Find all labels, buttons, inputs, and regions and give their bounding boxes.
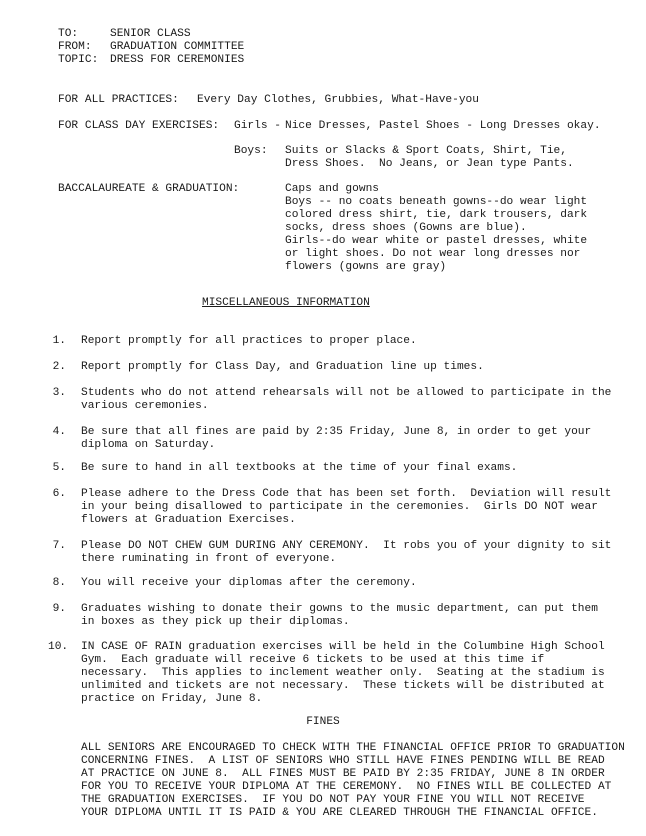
list-item-text: [81, 462, 601, 475]
list-item-number: 10.: [48, 641, 69, 653]
list-item-line: practice on Friday, June 8.: [81, 693, 263, 705]
list-item-number: 9.: [52, 603, 66, 615]
graduation-line: socks, dress shoes (Gowns are blue).: [285, 222, 527, 234]
list-item-number: 4.: [52, 426, 66, 438]
class-day-boys-label: Boys:: [234, 145, 268, 157]
memo-to-row: [58, 28, 191, 41]
graduation-label: BACCALAUREATE & GRADUATION:: [58, 183, 240, 195]
list-item-number: 3.: [52, 387, 66, 399]
list-item-text: [81, 335, 601, 348]
list-item-line: in your being disallowed to participate in the ceremonies. Girls DO NOT wear: [81, 501, 598, 513]
list-item-number: 1.: [52, 335, 66, 347]
list-item-line: Report promptly for Class Day, and Graduation line up times.: [81, 361, 484, 373]
list-item-text: [81, 540, 612, 566]
memo-topic-value: DRESS FOR CEREMONIES: [110, 54, 245, 66]
list-item-line: You will receive your diplomas after the ceremony.: [81, 577, 417, 589]
graduation-line: Girls--do wear white or pastel dresses, white: [285, 235, 588, 247]
graduation-line: Caps and gowns: [285, 183, 379, 195]
list-item-line: unlimited and tickets are not necessary. These tickets will be distributed at: [81, 680, 605, 692]
practices-value: Every Day Clothes, Grubbies, What-Have-you: [197, 94, 479, 106]
list-item-line: necessary. This applies to inclement weather only. Seating at the stadium is: [81, 667, 605, 679]
list-item-number: 5.: [52, 462, 66, 474]
list-item-text: [81, 603, 601, 629]
list-item-line: diploma on Saturday.: [81, 439, 216, 451]
graduation-line: colored dress shirt, tie, dark trousers, dark: [285, 209, 588, 221]
graduation-dress-block: [285, 183, 587, 274]
list-item-number: 6.: [52, 488, 66, 500]
list-item-number: 8.: [52, 577, 66, 589]
list-item-line: Report promptly for all practices to proper place.: [81, 335, 417, 347]
list-item-line: Be sure to hand in all textbooks at the time of your final exams.: [81, 462, 518, 474]
list-item-line: Graduates wishing to donate their gowns to the music department, can put them: [81, 603, 598, 615]
list-item-line: Gym. Each graduate will receive 6 tickets to be used at this time if: [81, 654, 545, 666]
list-item-text: [81, 426, 601, 452]
list-item-text: [81, 641, 605, 706]
list-item-line: flowers at Graduation Exercises.: [81, 514, 296, 526]
list-item-text: [81, 361, 601, 374]
memo-from-row: [58, 41, 244, 54]
fines-line: CONCERNING FINES. A LIST OF SENIORS WHO STILL HAVE FINES PENDING WILL BE READ: [81, 755, 605, 767]
memo-from-label: FROM:: [58, 41, 92, 53]
list-item-text: [81, 577, 601, 590]
graduation-line: Boys -- no coats beneath gowns--do wear light: [285, 196, 588, 208]
list-item-line: there ruminating in front of everyone.: [81, 553, 337, 565]
list-item-line: Please adhere to the Dress Code that has been set forth. Deviation will result: [81, 488, 612, 500]
list-item-number: 2.: [52, 361, 66, 373]
class-day-boys-line1: Suits or Slacks & Sport Coats, Shirt, Tie,: [285, 145, 567, 157]
graduation-line: or light shoes. Do not wear long dresses nor: [285, 248, 581, 260]
class-day-girls-label: Girls -: [234, 120, 281, 132]
list-item-line: various ceremonies.: [81, 400, 209, 412]
list-item-line: IN CASE OF RAIN graduation exercises will be held in the Columbine High School: [81, 641, 605, 653]
memo-from-value: GRADUATION COMMITTEE: [110, 41, 245, 53]
fines-line: ALL SENIORS ARE ENCOURAGED TO CHECK WITH THE FINANCIAL OFFICE PRIOR TO GRADUATION: [81, 742, 625, 754]
class-day-girls-value: Nice Dresses, Pastel Shoes - Long Dresses okay.: [285, 120, 601, 132]
fines-paragraph: [81, 742, 625, 820]
list-item-line: Please DO NOT CHEW GUM DURING ANY CEREMONY. It robs you of your dignity to sit: [81, 540, 612, 552]
fines-line: FOR YOU TO RECEIVE YOUR DIPLOMA AT THE CEREMONY. NO FINES WILL BE COLLECTED AT: [81, 781, 612, 793]
list-item-line: Be sure that all fines are paid by 2:35 Friday, June 8, in order to get your: [81, 426, 592, 438]
list-item-number: 7.: [52, 540, 66, 552]
memo-to-value: SENIOR CLASS: [110, 28, 191, 40]
fines-line: YOUR DIPLOMA UNTIL IT IS PAID & YOU ARE CLEARED THROUGH THE FINANCIAL OFFICE.: [81, 807, 598, 819]
list-item-line: Students who do not attend rehearsals will not be allowed to participate in the: [81, 387, 612, 399]
memo-topic-label: TOPIC:: [58, 54, 99, 66]
class-day-label: FOR CLASS DAY EXERCISES:: [58, 120, 220, 132]
graduation-line: flowers (gowns are gray): [285, 261, 447, 273]
fines-heading: FINES: [306, 716, 340, 728]
list-item-line: in boxes as they pick up their diplomas.: [81, 616, 350, 628]
memo-to-label: TO:: [58, 28, 79, 40]
misc-heading: MISCELLANEOUS INFORMATION: [202, 297, 370, 309]
fines-line: AT PRACTICE ON JUNE 8. ALL FINES MUST BE PAID BY 2:35 FRIDAY, JUNE 8 IN ORDER: [81, 768, 605, 780]
list-item-text: [81, 488, 612, 527]
memo-topic-row: [58, 54, 244, 67]
fines-line: THE GRADUATION EXERCISES. IF YOU DO NOT PAY YOUR FINE YOU WILL NOT RECEIVE: [81, 794, 585, 806]
practices-label: FOR ALL PRACTICES:: [58, 94, 179, 106]
list-item-text: [81, 387, 612, 413]
class-day-boys-line2: Dress Shoes. No Jeans, or Jean type Pants.: [285, 158, 574, 170]
